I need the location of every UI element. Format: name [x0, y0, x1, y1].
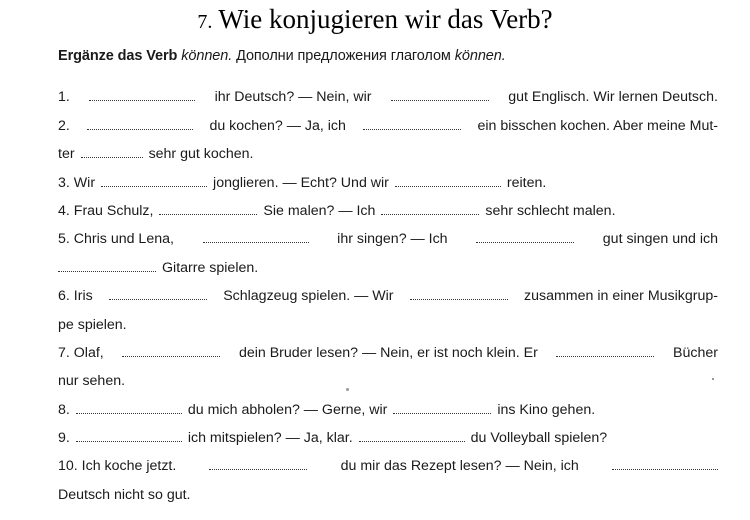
answer-blank[interactable] — [89, 90, 195, 101]
sentence-text: ein bisschen kochen. Aber meine Mut- — [477, 118, 718, 134]
answer-blank[interactable] — [359, 431, 465, 442]
answer-blank[interactable] — [87, 119, 193, 130]
answer-blank[interactable] — [381, 204, 479, 215]
exercise-line-7 — [58, 260, 718, 276]
answer-blank[interactable] — [159, 204, 257, 215]
sentence-text: Gitarre spielen. — [162, 260, 259, 276]
answer-blank[interactable] — [58, 261, 156, 272]
sentence-text: 3. Wir — [58, 175, 96, 191]
sentence-text: sehr schlecht malen. — [485, 203, 616, 219]
answer-blank[interactable] — [203, 232, 309, 243]
answer-blank[interactable] — [101, 176, 207, 187]
exercise-line-12 — [58, 402, 718, 418]
exercise-line-14 — [58, 458, 718, 474]
sentence-text: 7. Olaf, — [58, 345, 104, 361]
sentence-text: zusammen in einer Musikgrup- — [524, 288, 718, 304]
exercise-line-11 — [58, 373, 718, 389]
exercise-number: 7. — [197, 11, 213, 33]
sentence-text: reiten. — [506, 175, 547, 191]
sentence-text: jonglieren. — Echt? Und wir — [213, 175, 389, 191]
instruction-russian: Дополни предложения глаголом — [236, 48, 451, 64]
sentence-text: ins Kino gehen. — [497, 402, 596, 418]
exercise-line-2 — [58, 118, 718, 134]
item-number: 1. — [58, 89, 70, 105]
sentence-text: Sie malen? — Ich — [263, 203, 376, 219]
exercise-line-3 — [58, 146, 718, 162]
answer-blank[interactable] — [556, 346, 654, 357]
instruction-verb-2: können. — [454, 48, 506, 64]
exercise-line-6 — [58, 231, 718, 247]
sentence-text: du mir das Rezept lesen? — Nein, ich — [340, 458, 579, 474]
answer-blank[interactable] — [76, 431, 182, 442]
sentence-text: sehr gut kochen. — [148, 146, 254, 162]
instruction — [58, 48, 506, 64]
sentence-text: Deutsch nicht so gut. — [58, 487, 191, 503]
exercise-line-9 — [58, 317, 718, 333]
instruction-german: Ergänze das Verb — [58, 48, 178, 64]
exercise-line-13 — [58, 430, 718, 446]
sentence-text: ihr singen? — Ich — [337, 231, 448, 247]
instruction-verb: können. — [181, 48, 233, 64]
answer-blank[interactable] — [81, 147, 143, 158]
exercise-line-4 — [58, 175, 718, 191]
sentence-text: dein Bruder lesen? — Nein, er ist noch klein. Er — [238, 345, 538, 361]
answer-blank[interactable] — [393, 403, 491, 414]
exercise-title-text: Wie konjugieren wir das Verb? — [218, 4, 553, 34]
sentence-text: ter — [58, 146, 75, 162]
sentence-text: pe spielen. — [58, 317, 127, 333]
exercise-line-8 — [58, 288, 718, 304]
scan-speck — [346, 388, 349, 391]
answer-blank[interactable] — [76, 403, 182, 414]
answer-blank[interactable] — [209, 459, 307, 470]
answer-blank[interactable] — [476, 232, 574, 243]
sentence-text: du kochen? — Ja, ich — [209, 118, 346, 134]
answer-blank[interactable] — [410, 289, 508, 300]
answer-blank[interactable] — [391, 90, 489, 101]
answer-blank[interactable] — [395, 176, 501, 187]
sentence-text: nur sehen. — [58, 373, 126, 389]
exercise-line-5 — [58, 203, 718, 219]
exercise-line-1 — [58, 89, 718, 105]
sentence-text: 4. Frau Schulz, — [58, 203, 154, 219]
sentence-text: du Volleyball spielen? — [470, 430, 608, 446]
exercise-line-10 — [58, 345, 718, 361]
sentence-text: Bücher — [673, 345, 718, 361]
answer-blank[interactable] — [109, 289, 207, 300]
answer-blank[interactable] — [363, 119, 461, 130]
sentence-text: du mich abholen? — Gerne, wir — [187, 402, 388, 418]
sentence-text: ihr Deutsch? — Nein, wir — [214, 89, 372, 105]
exercise-line-15 — [58, 487, 718, 503]
exercise-title — [0, 4, 750, 35]
sentence-text: ich mitspielen? — Ja, klar. — [187, 430, 353, 446]
item-number: 2. — [58, 118, 70, 134]
item-number: 9. — [58, 430, 70, 446]
sentence-text: gut Englisch. Wir lernen Deutsch. — [508, 89, 718, 105]
sentence-text: Schlagzeug spielen. — Wir — [223, 288, 394, 304]
answer-blank[interactable] — [122, 346, 220, 357]
sentence-text: 6. Iris — [58, 288, 93, 304]
sentence-text: 10. Ich koche jetzt. — [58, 458, 177, 474]
item-number: 8. — [58, 402, 70, 418]
scan-speck — [712, 378, 714, 380]
sentence-text: 5. Chris und Lena, — [58, 231, 174, 247]
sentence-text: gut singen und ich — [602, 231, 718, 247]
answer-blank[interactable] — [612, 459, 718, 470]
